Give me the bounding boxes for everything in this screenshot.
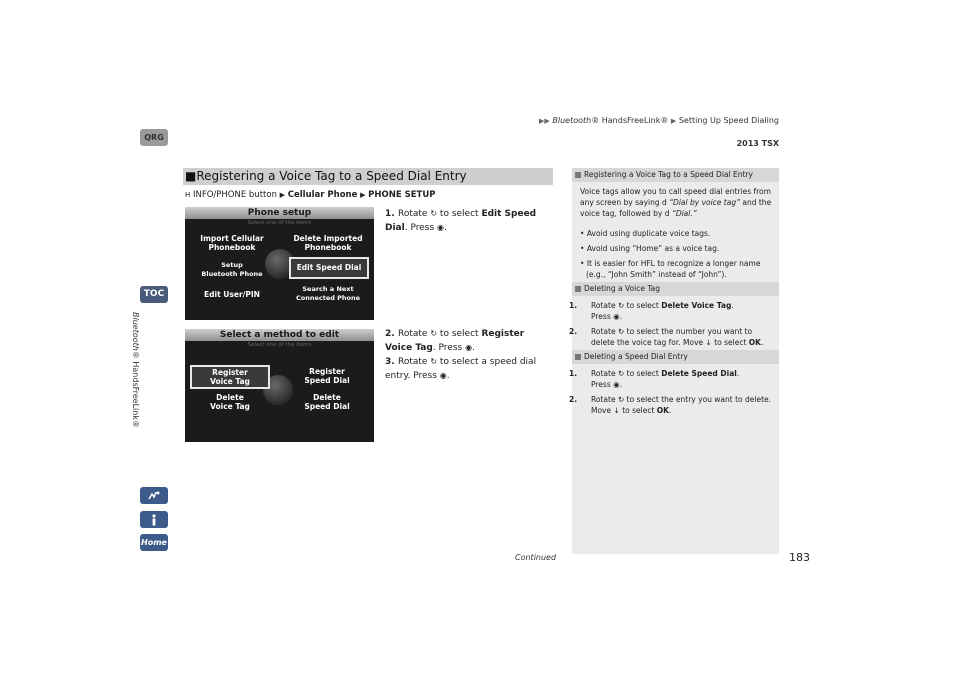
step-3: 3. Rotate ↻ to select a speed dial entry. Press ◉.: [385, 357, 537, 381]
screen-subtitle: Select one of the items: [247, 342, 312, 348]
edit-speed-dial-option[interactable]: Edit Speed Dial: [289, 257, 369, 279]
section-title: ■Registering a Voice Tag to a Speed Dial Entry: [183, 168, 553, 185]
info-button-icon: H: [185, 191, 191, 199]
home-icon[interactable]: Home: [140, 534, 168, 551]
note-bullets: [580, 228, 772, 280]
edit-user-pin-option[interactable]: Edit User/PIN: [204, 290, 260, 299]
screen-title: Select a method to edit: [185, 329, 374, 341]
press-knob-icon: ◉: [465, 343, 473, 352]
press-knob-icon: ◉: [439, 371, 447, 380]
toc-tab[interactable]: TOC: [140, 286, 168, 303]
breadcrumb-bluetooth[interactable]: Bluetooth: [552, 116, 592, 125]
select-method-screen: [185, 329, 374, 442]
info-icon[interactable]: [140, 511, 168, 528]
press-knob-icon: ◉: [613, 312, 620, 321]
rotate-knob-icon: ↻: [430, 209, 438, 218]
rotate-knob-icon: ↻: [617, 301, 625, 310]
rotate-knob-icon: ↻: [617, 369, 625, 378]
arrow-icon: ▶: [279, 191, 286, 199]
import-phonebook-option[interactable]: Import Cellular Phonebook: [200, 234, 264, 252]
delete-phonebook-option[interactable]: Delete Imported Phonebook: [293, 234, 363, 252]
note-icon: [575, 172, 581, 178]
qrg-tab[interactable]: QRG: [140, 129, 168, 146]
delete-speed-dial-option[interactable]: Delete Speed Dial: [304, 393, 350, 411]
screen-subtitle: Select one of the items: [247, 220, 312, 226]
rotate-knob-icon: ↻: [617, 327, 625, 336]
page-number: 183: [789, 551, 810, 564]
rotate-knob-icon: ↻: [430, 357, 438, 366]
arrow-icon: ▶: [670, 117, 677, 125]
chapter-title: Bluetooth® HandsFreeLink®: [131, 312, 140, 428]
press-knob-icon: ◉: [613, 380, 620, 389]
voice-command-icon[interactable]: [140, 487, 168, 504]
bullet-item: • Avoid using duplicate voice tags.: [580, 229, 711, 238]
continued-label: Continued: [515, 553, 557, 562]
bullet-item: • It is easier for HFL to recognize a longer name (e.g., “John Smith” instead of “John”).: [580, 259, 761, 279]
model-label: 2013 TSX: [736, 139, 779, 148]
breadcrumb-hfl[interactable]: ® HandsFreeLink®: [591, 116, 669, 125]
step-2: 2. Rotate ↻ to select Register Voice Tag. Press ◉.: [385, 329, 525, 353]
note-icon: [575, 354, 581, 360]
delete-voice-tag-option[interactable]: Delete Voice Tag: [210, 393, 250, 411]
arrow-icon: ▶: [360, 191, 366, 199]
rotate-knob-icon: ↻: [617, 395, 625, 404]
press-knob-icon: ◉: [437, 223, 444, 232]
search-next-phone-option[interactable]: Search a Next Connected Phone: [295, 285, 361, 302]
note-head-delete-speed-dial: Deleting a Speed Dial Entry: [572, 350, 779, 364]
note-icon: [575, 286, 581, 292]
rotate-knob-icon: ↻: [430, 329, 438, 338]
move-knob-icon: ↓: [613, 406, 620, 415]
note-delete-speed-dial-steps: 1. Rotate ↻ to select Delete Speed Dial. Press ◉. 2. Rotate ↻ to select the entry you want to delete. Move ↓ to select OK.: [569, 369, 772, 415]
note-register-body: Voice tags allow you to call speed dial entries from any screen by saying d “Dial by voice tag” and the voice tag, followed by d “Dial.”: [580, 187, 772, 218]
screen-title: Phone setup: [185, 207, 374, 219]
talk-button-icon: d: [664, 209, 670, 218]
step-1: 1. Rotate ↻ to select Edit Speed Dial. Press ◉.: [385, 209, 537, 233]
bullet-item: • Avoid using “Home” as a voice tag.: [580, 244, 720, 253]
breadcrumb: [539, 116, 779, 125]
menu-path: H INFO/PHONE button ▶ Cellular Phone ▶ PHONE SETUP: [185, 190, 436, 200]
setup-bluetooth-option[interactable]: Setup Bluetooth Phone: [201, 261, 263, 278]
arrow-icon: ▶▶: [539, 117, 550, 125]
talk-button-icon: d: [662, 198, 667, 207]
register-voice-tag-option[interactable]: Register Voice Tag: [190, 365, 270, 389]
note-head-delete-voice-tag: Deleting a Voice Tag: [572, 282, 779, 296]
move-knob-icon: ↓: [705, 338, 712, 347]
register-speed-dial-option[interactable]: Register Speed Dial: [304, 367, 350, 385]
breadcrumb-speed-dial[interactable]: Setting Up Speed Dialing: [678, 116, 779, 125]
phone-setup-screen: [185, 207, 374, 320]
note-head-register: Registering a Voice Tag to a Speed Dial Entry: [572, 168, 779, 182]
note-delete-voice-tag-steps: 1. Rotate ↻ to select Delete Voice Tag. Press ◉. 2. Rotate ↻ to select the number you want to delete the voice tag for. Move ↓ to select OK.: [569, 301, 764, 347]
